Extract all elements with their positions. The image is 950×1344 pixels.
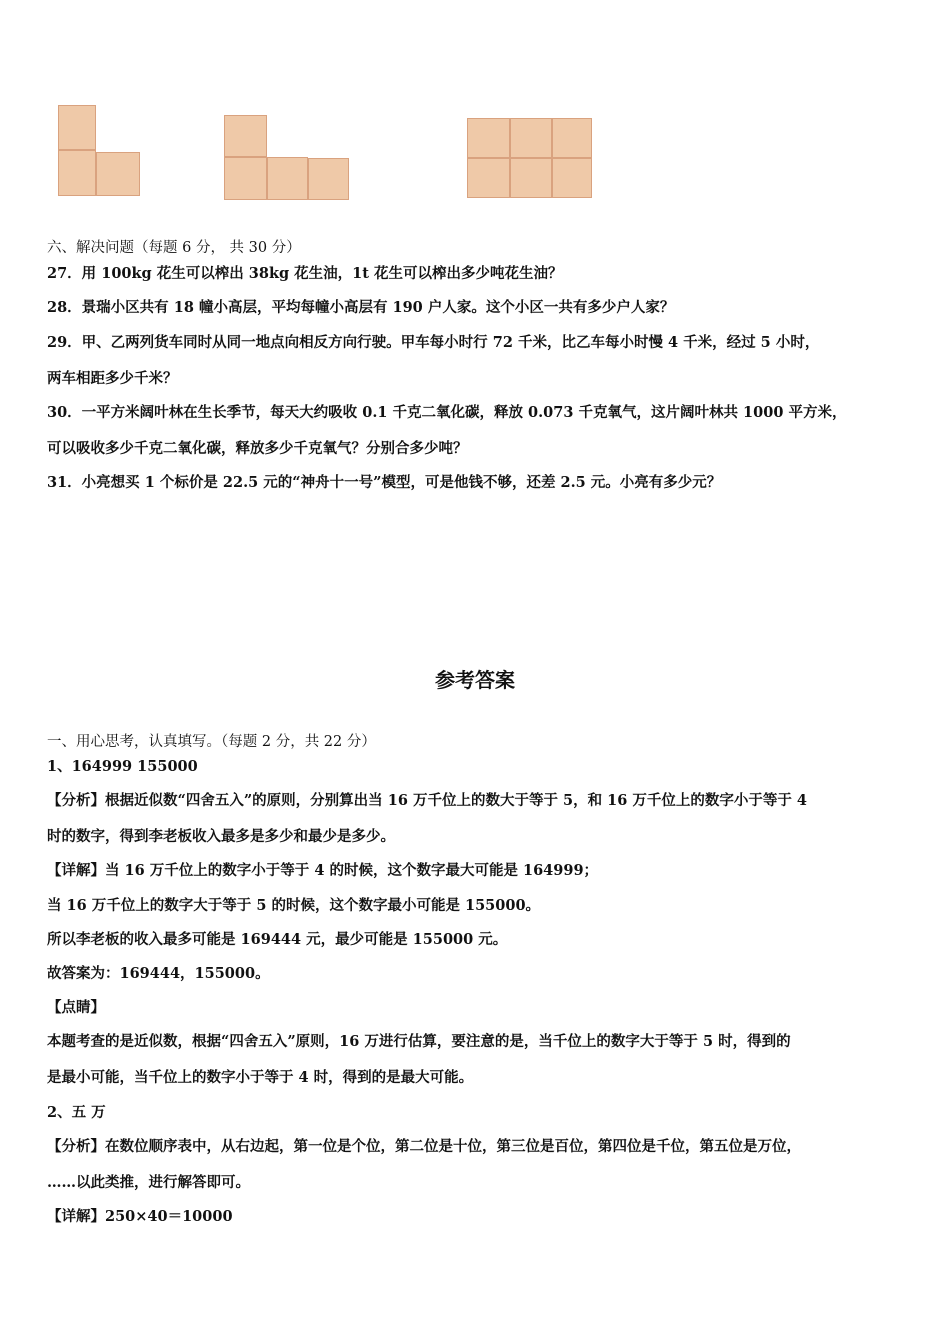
answer-2-analysis-line2: ……以此类推，进行解答即可。 [47,1174,250,1191]
answer-1: 1、164999 155000 [47,758,198,775]
answer-1-detail-line2: 当 16 万千位上的数字大于等于 5 的时候，这个数字最小可能是 155000。 [47,897,541,914]
answer-2-analysis-line1: 【分析】在数位顺序表中，从右边起，第一位是个位，第二位是十位，第三位是百位，第四位是千位，第五位是万位， [47,1138,801,1155]
answer-1-comment-line1: 本题考查的是近似数，根据“四舍五入”原则，16 万进行估算，要注意的是，当千位上的数字大于等于 5 时，得到的 [47,1033,791,1050]
question-29-line2: 两车相距多少千米？ [47,370,178,387]
part1-heading: 一、用心思考，认真填写。（每题 2 分，共 22 分） [47,734,376,750]
section6-heading: 六、解决问题（每题 6 分， 共 30 分） [47,240,301,256]
answer-1-detail-line3: 所以李老板的收入最多可能是 169444 元，最少可能是 155000 元。 [47,931,508,948]
question-30-line1: 30．一平方米阔叶林在生长季节，每天大约吸收 0.1 千克二氧化碳，释放 0.073 千克氧气，这片阔叶林共 1000 平方米， [47,404,847,421]
question-27: 27．用 100kg 花生可以榨出 38kg 花生油，1t 花生可以榨出多少吨花生油？ [47,265,563,282]
answer-1-analysis-line2: 时的数字，得到李老板收入最多是多少和最少是多少。 [47,828,395,845]
answer-1-comment-label: 【点睛】 [47,999,105,1016]
question-31: 31．小亮想买 1 个标价是 22.5 元的“神舟十一号”模型，可是他钱不够，还差 2.5 元。小亮有多少元？ [47,474,722,491]
answer-2: 2、五 万 [47,1104,106,1121]
question-28: 28．景瑞小区共有 18 幢小高层，平均每幢小高层有 190 户人家。这个小区一共有多少户人家？ [47,299,675,316]
answer-1-comment-line2: 是最小可能，当千位上的数字小于等于 4 时，得到的是最大可能。 [47,1069,474,1086]
answer-1-analysis-line1: 【分析】根据近似数“四舍五入”的原则，分别算出当 16 万千位上的数大于等于 5，和 16 万千位上的数字小于等于 4 [47,792,807,809]
answer-2-detail: 【详解】250×40＝10000 [47,1208,233,1225]
question-30-line2: 可以吸收多少千克二氧化碳，释放多少千克氧气？分别合多少吨？ [47,440,468,457]
answer-1-detail-line1: 【详解】当 16 万千位上的数字小于等于 4 的时候，这个数字最大可能是 164999； [47,862,599,879]
answers-title: 参考答案 [435,668,515,692]
question-29-line1: 29．甲、乙两列货车同时从同一地点向相反方向行驶。甲车每小时行 72 千米，比乙车每小时慢 4 千米，经过 5 小时， [47,334,820,351]
answer-1-detail-line4: 故答案为：169444，155000。 [47,965,270,982]
